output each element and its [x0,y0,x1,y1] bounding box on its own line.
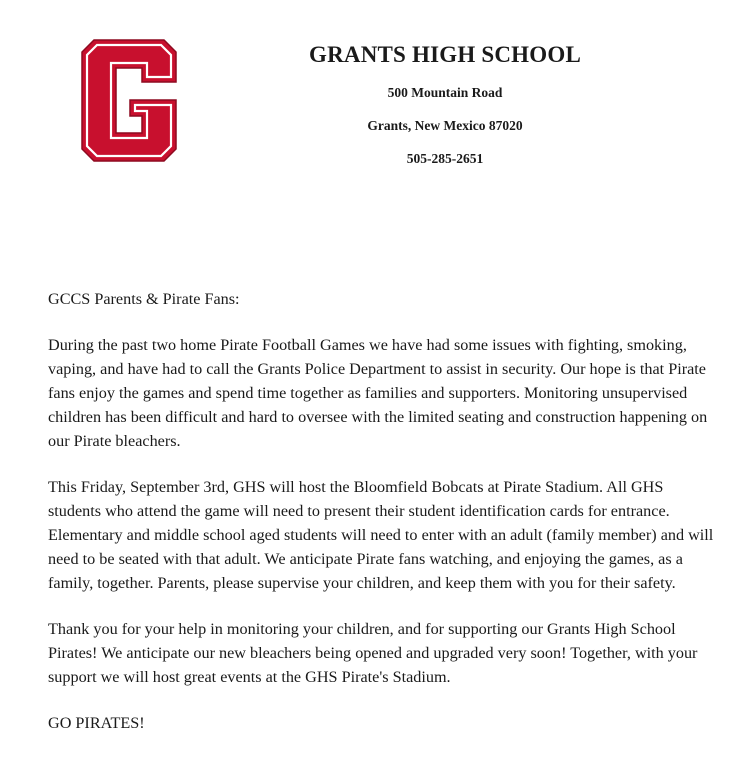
salutation: GCCS Parents & Pirate Fans: [48,290,240,308]
school-name: GRANTS HIGH SCHOOL [309,42,581,67]
letterhead [290,42,600,185]
letter-body [48,287,718,757]
closing: GO PIRATES! [48,714,145,732]
address-street: 500 Mountain Road [387,85,503,100]
paragraph-game-rules: This Friday, September 3rd, GHS will host the Bloomfield Bobcats at Pirate Stadium. All GHS students who attend the game will need to present their student identification cards for entrance. Elementary and middle school aged students will need to enter with an adult (family member) and will need to be seated with that adult. We anticipate Pirate fans watching, and enjoying the games, as a family, together. Parents, please supervise your children, and keep them with you for their safety. [48,478,714,592]
school-g-logo [80,38,178,163]
g-logo-icon [80,38,178,163]
paragraph-security: During the past two home Pirate Football Games we have had some issues with fighting, smoking, vaping, and have had to call the Grants Police Department to assist in security. Our hope is that Pirate fans enjoy the games and spend time together as families and supporters. Monitoring unsupervised children has been difficult and hard to oversee with the limited seating and construction happening on our Pirate bleachers. [48,336,708,450]
address-city: Grants, New Mexico 87020 [367,118,523,133]
paragraph-thanks: Thank you for your help in monitoring your children, and for supporting our Grants High School Pirates! We anticipate our new bleachers being opened and upgraded very soon! Together, with your support we will host great events at the GHS Pirate's Stadium. [48,620,698,686]
phone-number: 505-285-2651 [406,151,484,166]
